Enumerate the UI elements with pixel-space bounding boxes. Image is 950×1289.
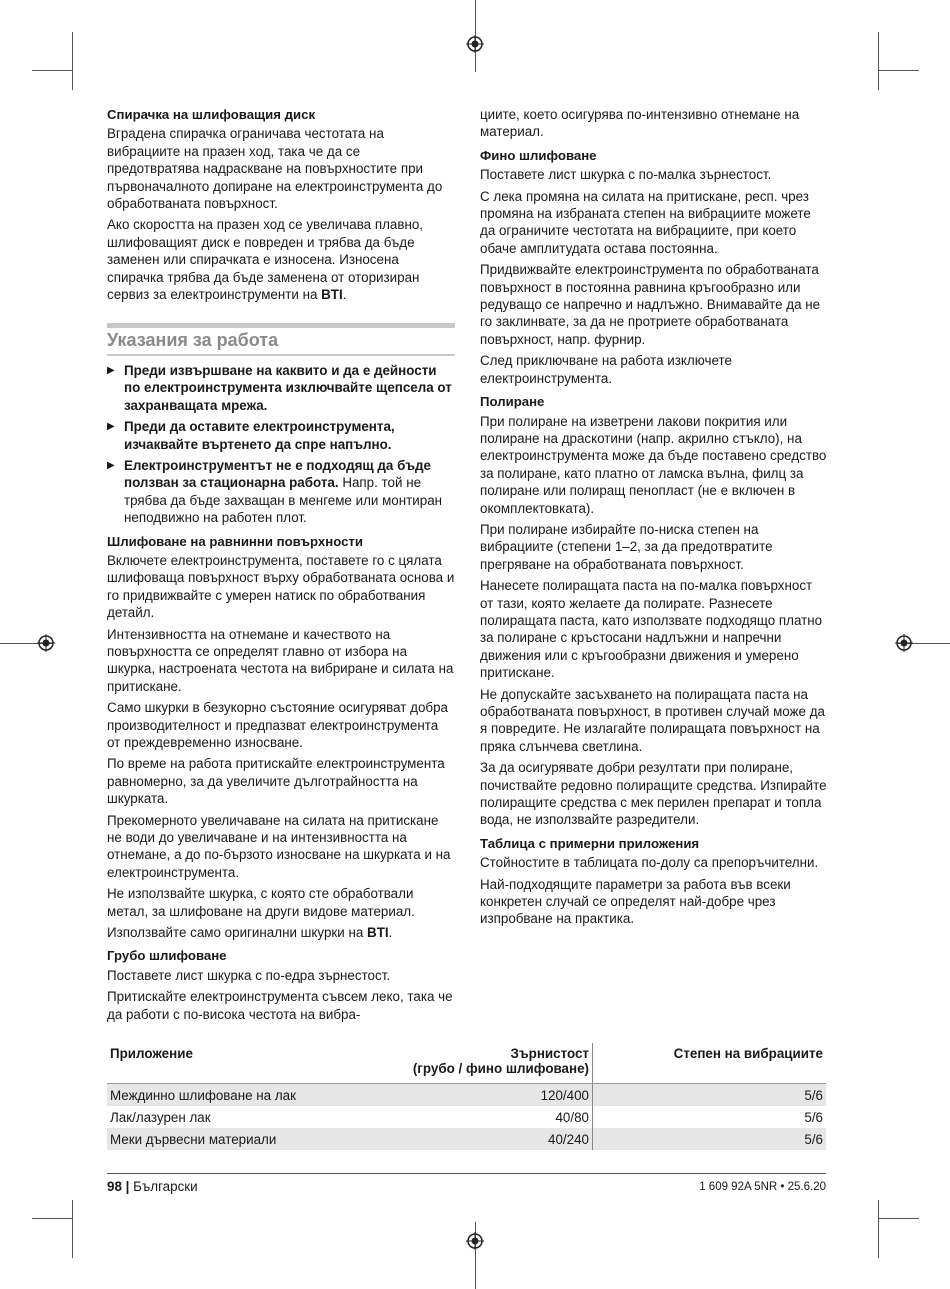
- table-header-row: [107, 1043, 826, 1084]
- paragraph: циите, което осигурява по-интензивно отнемане на материал.: [480, 107, 800, 140]
- footer-page-info: [107, 1179, 198, 1194]
- cell-grit: 40/240: [388, 1128, 593, 1150]
- brand-name: BTI: [367, 925, 389, 941]
- text: .: [342, 287, 347, 303]
- paragraph: Прекомерното увеличаване на силата на притискане не води до увеличаване и на интензивността на отнемане, а до по-бързото износване на шкурката и на електроинструмента.: [107, 812, 451, 880]
- registration-mark-icon: [466, 1232, 484, 1250]
- cell-stage: 5/6: [804, 1109, 823, 1125]
- table-row: [107, 1084, 826, 1107]
- paragraph: Включете електроинструмента, поставете го с цялата шлифоваща повърхност върху обработваната основа и го придвижвайте с умерен натиск по обработвания детайл.: [107, 552, 455, 621]
- paragraph: Интензивността на отнемане и качеството на повърхността се определят главно от избора на шкурка, настроената честота на вибриране и силата на притискане.: [107, 626, 454, 694]
- heading-fine-sanding: Фино шлифоване: [480, 147, 597, 163]
- crop-mark: [72, 32, 73, 90]
- section-title: Указания за работа: [107, 323, 455, 355]
- page-number: 98: [107, 1179, 122, 1194]
- cell-stage: 5/6: [593, 1128, 827, 1150]
- paragraph: [107, 216, 455, 303]
- cell-grit: 120/400: [388, 1084, 593, 1107]
- paragraph: След приключване на работа изключете електроинструмента.: [480, 353, 732, 386]
- paragraph: Придвижвайте електроинструмента по обработваната повърхност в постоянна равнина кръгообразно или редуващо се напречно и надлъжно. Внимавайте да не го заклинвате, за да не протриете обработваната повърхност, напр. фурнир.: [480, 262, 821, 347]
- paragraph: Поставете лист шкурка с по-малка зърнестост.: [480, 167, 772, 183]
- arrow-bullet-icon: ▶: [107, 421, 115, 433]
- heading-flat-sanding: Шлифоване на равнинни повърхности: [107, 533, 363, 549]
- application-table: [107, 1043, 826, 1150]
- registration-mark-icon: [466, 35, 484, 53]
- paragraph: С лека промяна на силата на притискане, респ. чрез промяна на избраната степен на вибрациите можете да ограничите честотата на вибрациите, при което обаче амплитудата остава постоянна.: [480, 188, 811, 256]
- warning-item: [107, 457, 455, 527]
- crop-mark: [32, 70, 72, 71]
- document-code: 1 609 92A 5NR • 25.6.20: [699, 1181, 826, 1193]
- paragraph: За да осигурявате добри резултати при полиране, почиствайте редовно полиращите средства. Изпирайте полиращите средства с мек перилен препарат и топла вода, не използвайте разредители.: [480, 760, 827, 828]
- arrow-bullet-icon: ▶: [107, 364, 115, 376]
- warning-detail: Напр. той не трябва да бъде захващан в менгеме или монтиран неподвижно на работен плот.: [124, 475, 443, 526]
- paragraph: При полиране избирайте по-ниска степен на вибрациите (степени 1–2, за да предотвратите прегряване на обработваната повърхност.: [480, 521, 773, 572]
- crop-mark: [879, 1218, 919, 1219]
- column-header-application: Приложение: [107, 1043, 388, 1084]
- crop-mark: [878, 32, 879, 90]
- separator: |: [125, 1179, 130, 1194]
- table-row: [107, 1106, 826, 1128]
- paragraph: Само шкурки в безукорно състояние осигуряват добра производителност и предпазват електроинструмента от преждевременно износване.: [107, 700, 448, 750]
- column-header-stage: Степен на вибрациите: [593, 1043, 827, 1084]
- paragraph: Не използвайте шкурка, с която сте обработвали метал, за шлифоване на други видове материал.: [107, 886, 415, 919]
- paragraph: По време на работа притискайте електроинструмента равномерно, за да увеличите дълготрайността на шкурката.: [107, 756, 445, 807]
- warning-text: Електроинструментът не е подходящ да бъде ползван за стационарна работа.: [124, 457, 431, 491]
- paragraph: При полиране на изветрени лакови покрития или полиране на драскотини (напр. акрилно стъкло), на електроинструмента може да бъде поставено средство за полиране, като платно от ламска вълна, филц за полиране или полиращ пенопласт (не е включен в окомплектовката).: [480, 413, 827, 516]
- crop-mark: [879, 70, 919, 71]
- registration-mark-icon: [37, 634, 55, 652]
- language-label: Български: [133, 1179, 198, 1194]
- brand-name: BTI: [321, 287, 343, 303]
- paragraph: Вградена спирачка ограничава честотата на вибрациите на празен ход, така че да се предотвратява надраскване на повърхностите при първоначалното допиране на електроинструмента до обработваната повърхност.: [107, 126, 443, 212]
- text: .: [388, 925, 393, 941]
- heading-polishing: Полиране: [480, 394, 545, 410]
- warning-item: [107, 362, 455, 414]
- paragraph: [107, 924, 455, 941]
- right-column: [480, 106, 828, 932]
- warning-text: Преди извършване на каквито и да е дейности по електроинструмента изключвайте щепсела от захранващата мрежа.: [124, 362, 452, 413]
- header-text: (грубо / фино шлифоване): [412, 1061, 589, 1076]
- text: Използвайте само оригинални шкурки на: [107, 925, 368, 941]
- paragraph: Не допускайте засъхването на полиращата паста на обработваната повърхност, в противен случай може да я повредите. Не излагайте полиращата повърхност на пряка слънчева светлина.: [480, 686, 825, 754]
- cell-stage: 5/6: [593, 1084, 827, 1107]
- table-row: [107, 1128, 826, 1150]
- cell-grit: 40/80: [388, 1106, 593, 1128]
- cell-application: Меки дървесни материали: [107, 1128, 388, 1150]
- paragraph: Най-подходящите параметри за работа във всеки конкретен случай се определят най-добре чрез изпробване на практика.: [480, 876, 791, 927]
- crop-mark: [32, 1218, 72, 1219]
- cell-application: Лак/лазурен лак: [110, 1109, 211, 1125]
- paragraph: Нанесете полиращата паста на по-малка повърхност от тази, която желаете да полирате. Разнесете полиращата паста, като използвате подходящо платно за полиране с кръстосани надлъжни и напречни движения или с кръгообразни движения и умерено притискане.: [480, 578, 823, 681]
- crop-mark: [72, 1200, 73, 1258]
- paragraph: Поставете лист шкурка с по-едра зърнестост.: [107, 967, 391, 983]
- text: Ако скоростта на празен ход се увеличава плавно, шлифоващият диск е повреден и трябва да бъде заменен или спирачката е износена. Износена спирачка трябва да бъде заменена от оторизиран сервиз за електроинструменти на: [107, 217, 424, 303]
- paragraph: Притискайте електроинструмента съвсем леко, така че да работи с по-висока честота на вибра-: [107, 989, 453, 1022]
- column-header-grit: [388, 1043, 593, 1084]
- paragraph: Стойностите в таблицата по-долу са препоръчителни.: [480, 855, 819, 871]
- arrow-bullet-icon: ▶: [107, 459, 115, 471]
- cell-application: Междинно шлифоване на лак: [107, 1084, 388, 1107]
- registration-mark-icon: [895, 634, 913, 652]
- warning-item: [107, 418, 455, 453]
- heading-coarse-sanding: Грубо шлифоване: [107, 948, 227, 964]
- heading-brake: Спирачка на шлифоващия диск: [107, 107, 316, 122]
- heading-application-table: Таблица с примерни приложения: [480, 835, 700, 851]
- left-column: [107, 106, 455, 1027]
- header-text: Зърнистост: [510, 1046, 589, 1061]
- warning-text: Преди да оставите електроинструмента, изчаквайте въртенето да спре напълно.: [124, 419, 395, 452]
- footer-rule: [107, 1173, 826, 1174]
- crop-mark: [878, 1200, 879, 1258]
